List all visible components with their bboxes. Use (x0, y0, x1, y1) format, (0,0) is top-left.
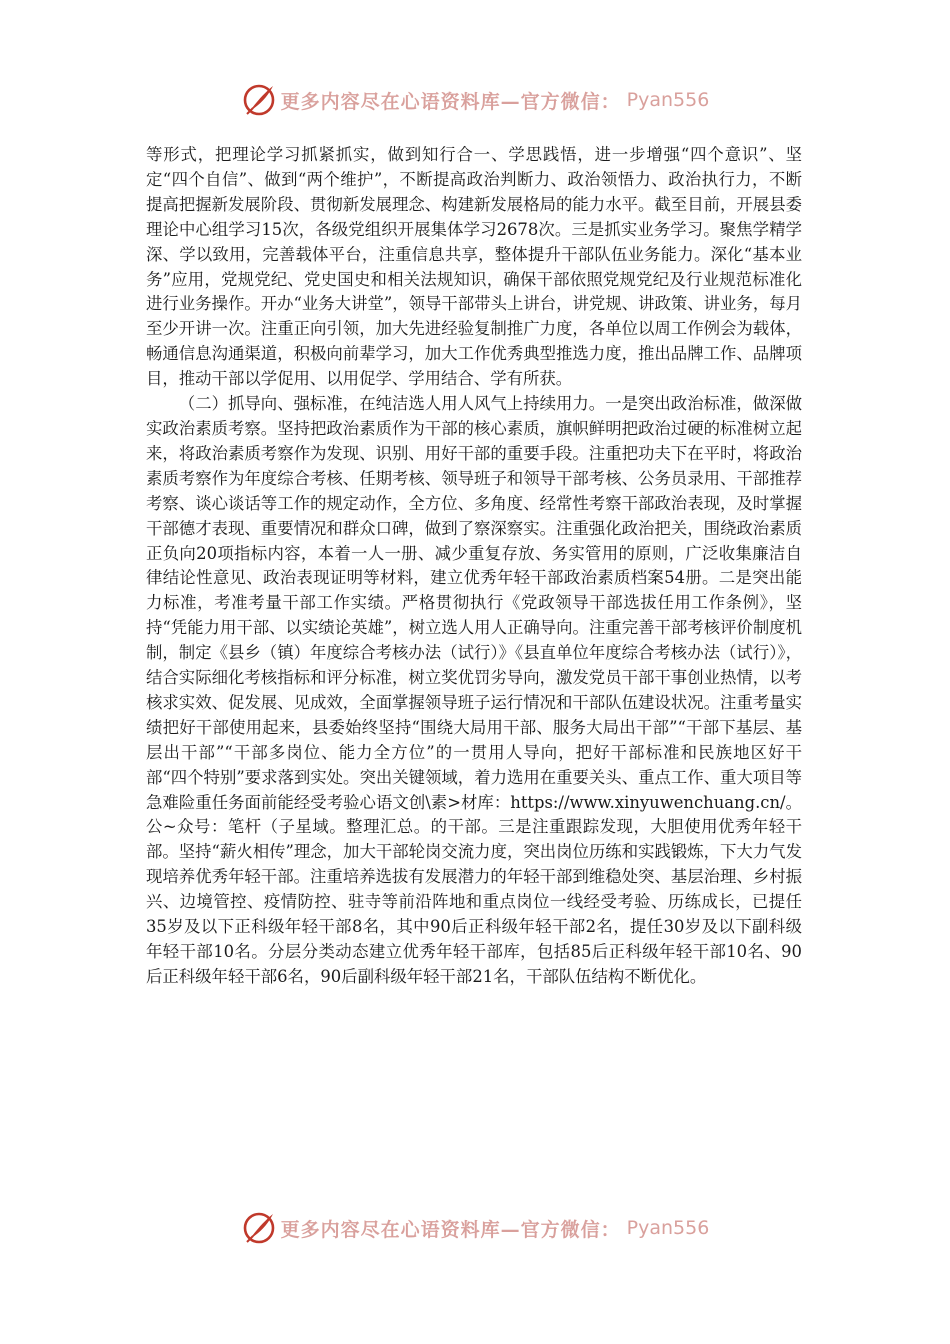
document-body (146, 143, 802, 990)
footer-banner (0, 1208, 950, 1248)
header-banner (0, 80, 950, 120)
banner-text: 更多内容尽在心语资料库—官方微信： (280, 1218, 621, 1241)
wechat-id: Pyan556 (626, 89, 710, 111)
paragraph-1: 等形式，把理论学习抓紧抓实，做到知行合一、学思践悟，进一步增强“四个意识”、坚定“四个自信”、做到“两个维护”，不断提高政治判断力、政治领悟力、政治执行力，不断提高把握新发展阶段、贯彻新发展理念、构建新发展格局的能力水平。截至目前，开展县委理论中心组学习15次，各级党组织开展集体学习2678次。三是抓实业务学习。聚焦学精学深、学以致用，完善载体平台，注重信息共享，整体提升干部队伍业务能力。深化“基本业务”应用，党规党纪、党史国史和相关法规知识，确保干部依照党规党纪及行业规范标准化进行业务操作。开办“业务大讲堂”，领导干部带头上讲台，讲党规、讲政策、讲业务，每月至少开讲一次。注重正向引领，加大先进经验复制推广力度，各单位以周工作例会为载体，畅通信息沟通渠道，积极向前辈学习，加大工作优秀典型推选力度，推出品牌工作、品牌项目，推动干部以学促用、以用促学、学用结合、学有所获。 (146, 145, 802, 389)
quill-logo-icon (241, 82, 277, 118)
banner-text: 更多内容尽在心语资料库—官方微信： (280, 90, 621, 113)
quill-logo-icon (241, 1210, 277, 1246)
wechat-id: Pyan556 (626, 1217, 710, 1239)
paragraph-2: （二）抓导向、强标准，在纯洁选人用人风气上持续用力。一是突出政治标准，做深做实政治素质考察。坚持把政治素质作为干部的核心素质，旗帜鲜明把政治过硬的标准树立起来，将政治素质考察作为发现、识别、用好干部的重要手段。注重把功夫下在平时，将政治素质考察作为年度综合考核、任期考核、领导班子和领导干部考核、公务员录用、干部推荐考察、谈心谈话等工作的规定动作，全方位、多角度、经常性考察干部政治表现，及时掌握干部德才表现、重要情况和群众口碑，做到了察深察实。注重强化政治把关，围绕政治素质正负向20项指标内容，本着一人一册、减少重复存放、务实管用的原则，广泛收集廉洁自律结论性意见、政治表现证明等材料，建立优秀年轻干部政治素质档案54册。二是突出能力标准，考准考量干部工作实绩。严格贯彻执行《党政领导干部选拔任用工作条例》，坚持“凭能力用干部、以实绩论英雄”，树立选人用人正确导向。注重完善干部考核评价制度机制，制定《县乡（镇）年度综合考核办法（试行）》《县直单位年度综合考核办法（试行）》，结合实际细化考核指标和评分标准，树立奖优罚劣导向，激发党员干部干事创业热情，以考核求实效、促发展、见成效，全面掌握领导班子运行情况和干部队伍建设状况。注重考量实绩把好干部使用起来，县委始终坚持“围绕大局用干部、服务大局出干部”“干部下基层、基层出干部”“干部多岗位、能力全方位”的一贯用人导向，把好干部标准和民族地区好干部“四个特别”要求落到实处。突出关键领域，着力选用在重要关头、重点工作、重大项目等急难险重任务面前能经受考验心语文创\素>材库：https://www.xinyuwenchuang.cn/。公~众号：笔杆（子星域。整理汇总。的干部。三是注重跟踪发现，大胆使用优秀年轻干部。坚持“薪火相传”理念，加大干部轮岗交流力度，突出岗位历练和实践锻炼，下大力气发现培养优秀年轻干部。注重培养选拔有发展潜力的年轻干部到维稳处突、基层治理、乡村振兴、边境管控、疫情防控、驻寺等前沿阵地和重点岗位一线经受考验、历练成长，已提任35岁及以下正科级年轻干部8名，其中90后正科级年轻干部2名，提任30岁及以下副科级年轻干部10名。分层分类动态建立优秀年轻干部库，包括85后正科级年轻干部10名、90后正科级年轻干部6名，90后副科级年轻干部21名，干部队伍结构不断优化。 (146, 394, 802, 986)
